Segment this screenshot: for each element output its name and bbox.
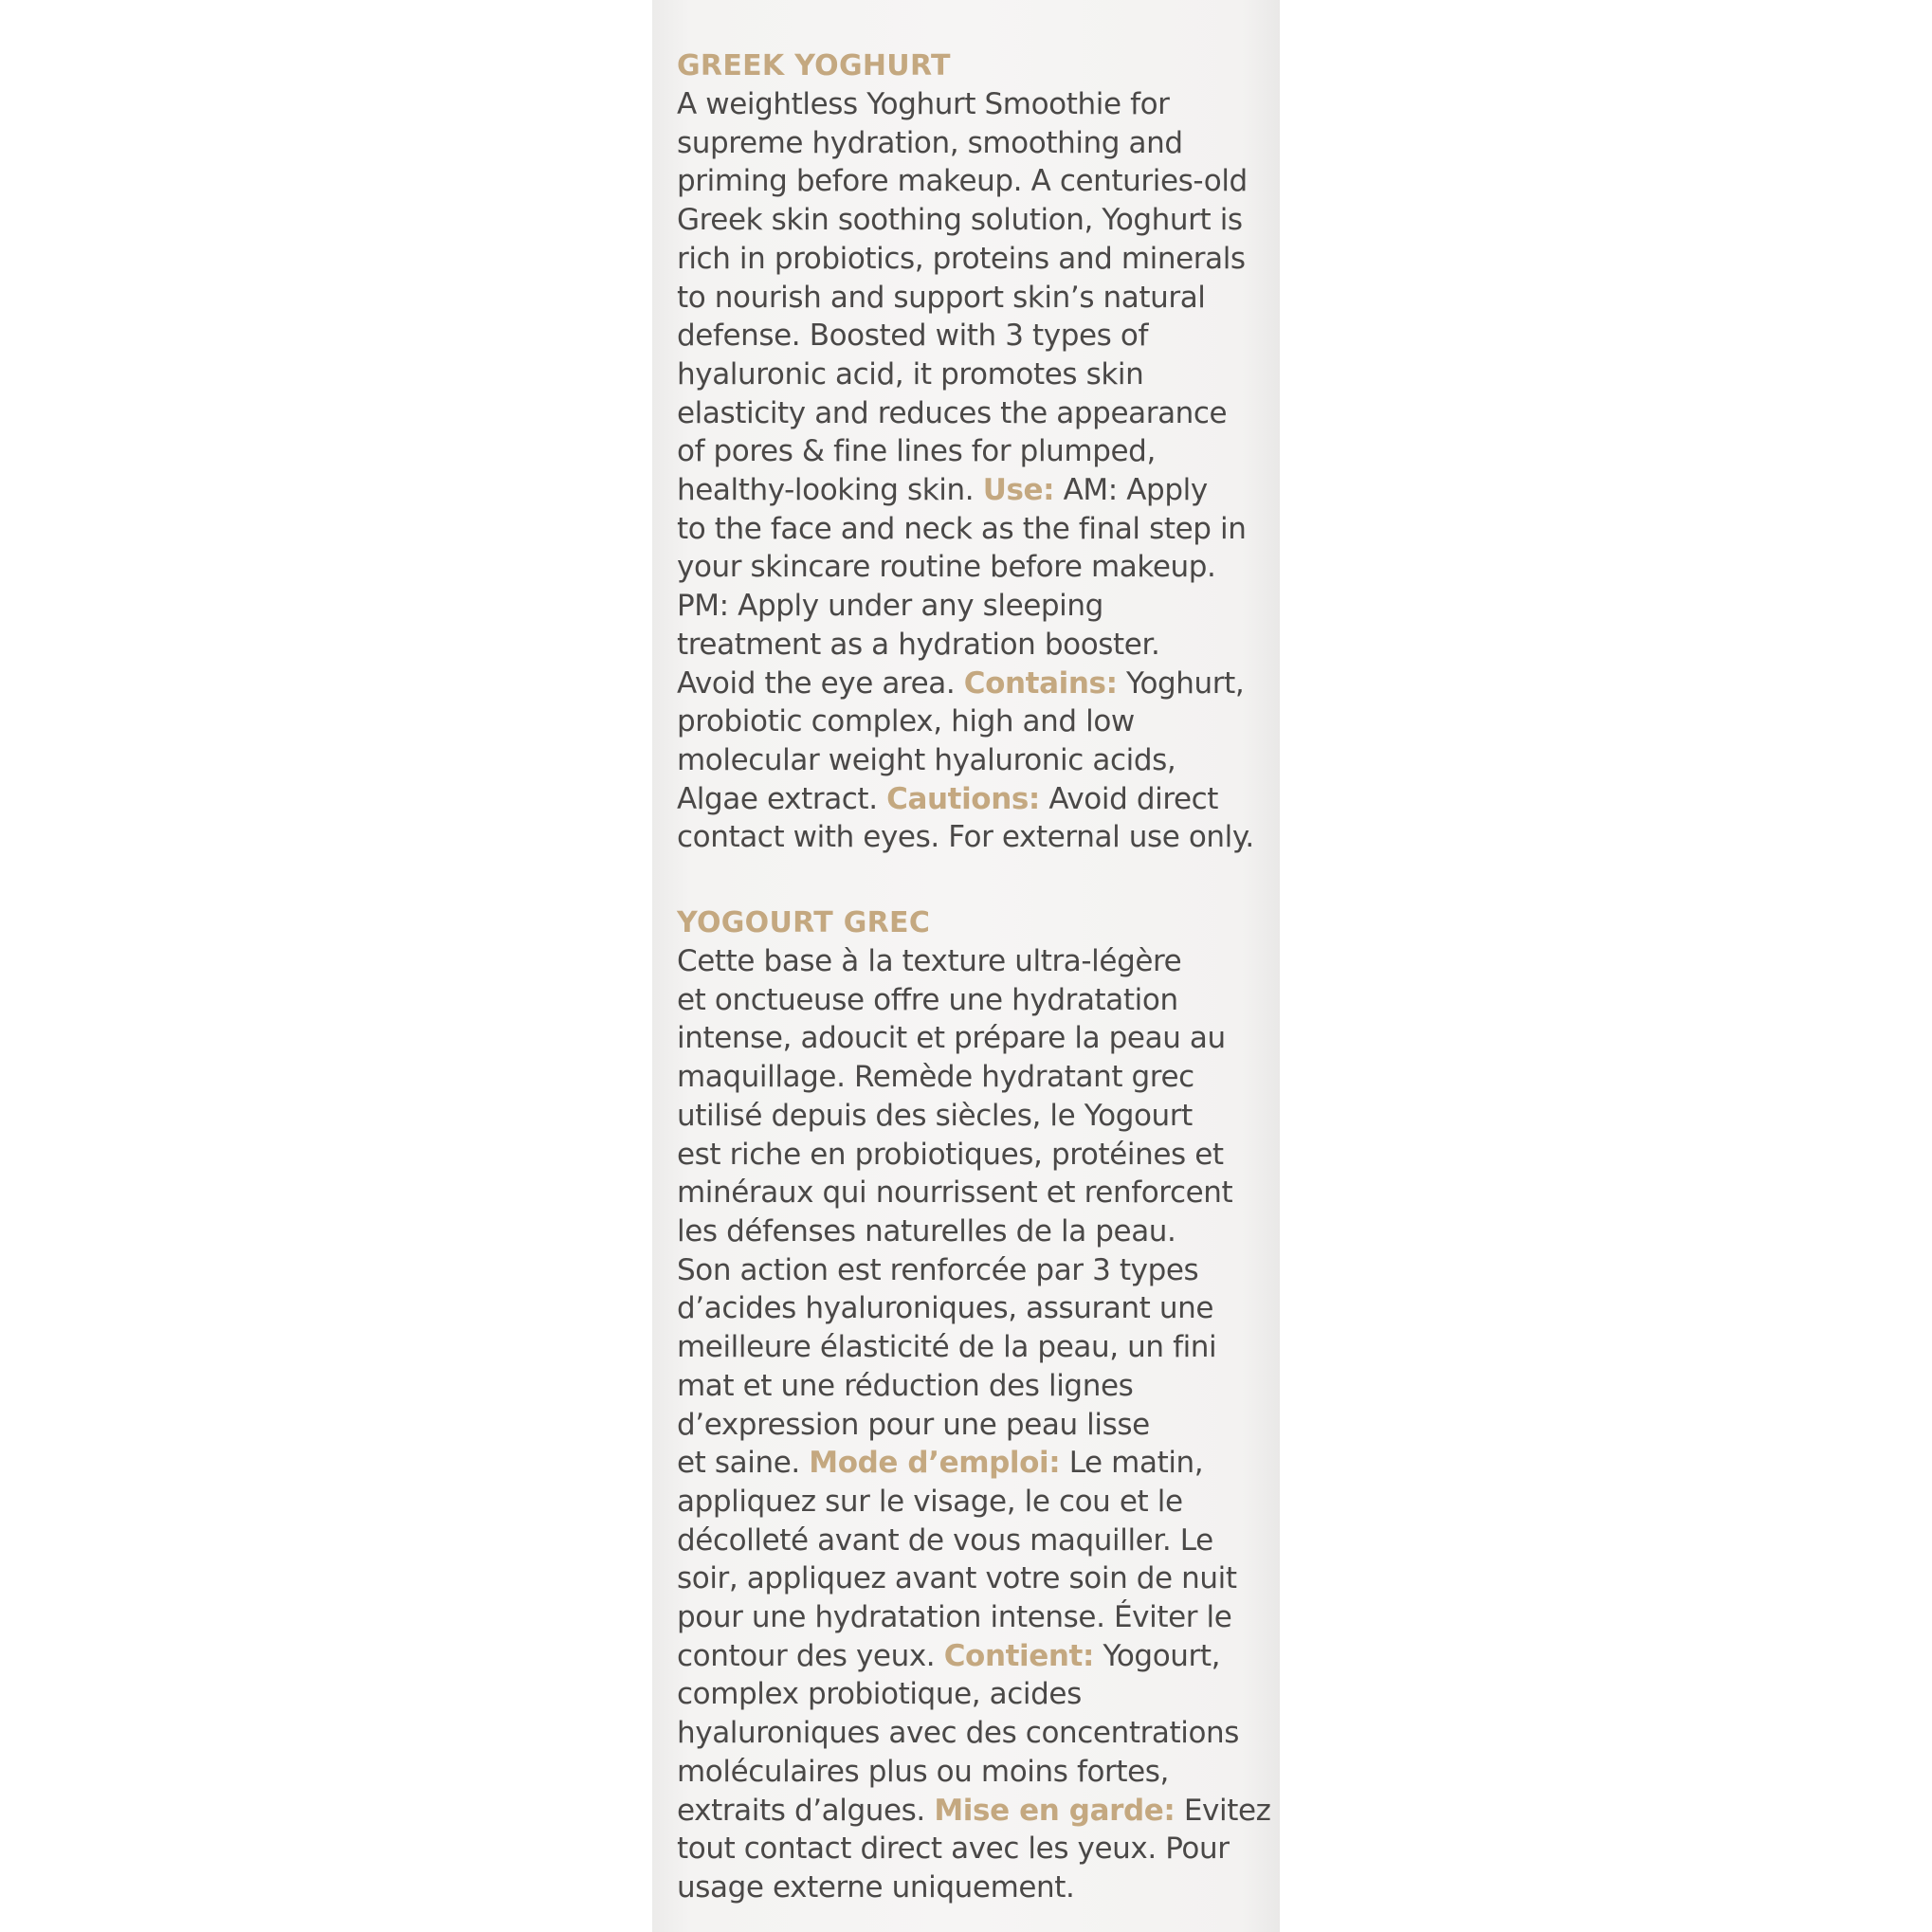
french-section [677,904,1274,1907]
text-line [677,1675,1274,1714]
text-run: maquillage. Remède hydratant grec [677,1060,1194,1095]
text-run: to the face and neck as the final step in [677,511,1247,546]
text-run: Avoid direct [1039,781,1219,816]
text-line [677,1483,1274,1522]
text-line [677,1097,1274,1136]
text-run: Cette base à la texture ultra-légère [677,944,1182,979]
text-run: elasticity and reduces the appearance [677,395,1228,430]
text-run: probiotic complex, high and low [677,704,1135,739]
text-line [677,587,1274,626]
text-run: décolleté avant de vous maquiller. Le [677,1522,1213,1558]
text-run: Evitez [1175,1793,1271,1828]
text-run: Algae extract. [677,781,887,816]
section-label: Use: [982,473,1055,508]
text-line [677,432,1274,471]
text-run: AM: Apply [1054,473,1208,508]
text-run: Greek skin soothing solution, Yoghurt is [677,203,1243,238]
text-line [677,1830,1274,1868]
text-line [677,1868,1274,1907]
text-line [677,665,1274,703]
text-line [677,1251,1274,1290]
text-line [677,1328,1274,1367]
text-run: pour une hydratation intense. Éviter le [677,1600,1232,1635]
text-run: tout contact direct avec les yeux. Pour [677,1832,1230,1867]
text-line [677,942,1274,981]
text-line [677,162,1274,201]
text-run: treatment as a hydration booster. [677,627,1160,662]
text-run: Yogourt, [1093,1638,1221,1673]
text-run: soir, appliquez avant votre soin de nuit [677,1561,1237,1596]
text-run: rich in probiotics, proteins and minerals [677,241,1246,276]
english-title: GREEK YOGHURT [677,49,951,82]
text-line [677,1174,1274,1212]
text-line [677,1444,1274,1483]
text-run: moléculaires plus ou moins fortes, [677,1754,1170,1789]
text-line [677,1522,1274,1560]
text-run: et saine. [677,1446,810,1481]
text-run: PM: Apply under any sleeping [677,589,1103,624]
text-line [677,1559,1274,1598]
text-run: utilisé depuis des siècles, le Yogourt [677,1098,1193,1133]
text-run: hyaluronic acid, it promotes skin [677,356,1144,392]
text-run: Le matin, [1060,1446,1204,1481]
text-line [677,780,1274,819]
text-run: of pores & fine lines for plumped, [677,434,1156,469]
text-line [677,317,1274,355]
text-line [677,1714,1274,1753]
text-line [677,1367,1274,1406]
french-body [677,942,1274,1907]
text-run: defense. Boosted with 3 types of [677,319,1148,354]
text-line [677,1289,1274,1328]
text-line [677,1058,1274,1097]
text-run: Son action est renforcée par 3 types [677,1252,1199,1287]
text-line [677,702,1274,741]
text-line [677,355,1274,394]
text-line [677,1637,1274,1676]
text-line [677,1019,1274,1058]
text-run: est riche en probiotiques, protéines et [677,1137,1224,1172]
text-run: Yoghurt, [1117,665,1245,701]
text-run: molecular weight hyaluronic acids, [677,742,1176,777]
text-run: et onctueuse offre une hydratation [677,982,1178,1017]
text-line [677,818,1274,857]
text-run: priming before makeup. A centuries-old [677,164,1248,199]
text-line [677,1406,1274,1445]
text-run: to nourish and support skin’s natural [677,280,1206,315]
text-run: extraits d’algues. [677,1793,935,1828]
text-run: contour des yeux. [677,1638,944,1673]
text-line [677,85,1274,124]
text-run: A weightless Yoghurt Smoothie for [677,87,1170,121]
text-line [677,124,1274,163]
english-body [677,85,1274,857]
text-run: Avoid the eye area. [677,665,964,701]
section-gap [677,857,1274,904]
french-title: YOGOURT GREC [677,906,931,940]
text-run: minéraux qui nourrissent et renforcent [677,1176,1233,1211]
section-label: Mise en garde: [934,1793,1176,1828]
section-label: Mode d’emploi: [809,1446,1061,1481]
text-line [677,201,1274,240]
text-run: mat et une réduction des lignes [677,1368,1134,1403]
text-line [677,1598,1274,1637]
text-run: d’acides hyaluroniques, assurant une [677,1291,1214,1326]
text-run: healthy-looking skin. [677,473,983,508]
text-run: d’expression pour une peau lisse [677,1407,1150,1442]
section-label: Contient: [943,1638,1094,1673]
text-line [677,741,1274,780]
text-line [677,394,1274,433]
text-run: usage externe uniquement. [677,1869,1075,1905]
english-section [677,47,1274,857]
text-run: appliquez sur le visage, le cou et le [677,1484,1183,1519]
text-run: supreme hydration, smoothing and [677,125,1183,160]
text-run: contact with eyes. For external use only. [677,820,1254,855]
section-label: Contains: [963,665,1118,701]
text-run: your skincare routine before makeup. [677,550,1216,585]
text-line [677,626,1274,665]
text-line [677,1212,1274,1251]
text-line [677,1753,1274,1792]
text-line [677,471,1274,510]
text-run: les défenses naturelles de la peau. [677,1213,1176,1249]
text-run: hyaluroniques avec des concentrations [677,1716,1240,1751]
text-line [677,1136,1274,1175]
text-line [677,279,1274,318]
text-run: complex probiotique, acides [677,1677,1082,1712]
product-description [677,47,1274,1907]
text-run: intense, adoucit et prépare la peau au [677,1021,1226,1056]
section-label: Cautions: [886,781,1040,816]
text-run: meilleure élasticité de la peau, un fini [677,1330,1217,1365]
text-line [677,510,1274,549]
text-line [677,1792,1274,1831]
text-line [677,240,1274,279]
text-line [677,981,1274,1020]
text-line [677,548,1274,587]
